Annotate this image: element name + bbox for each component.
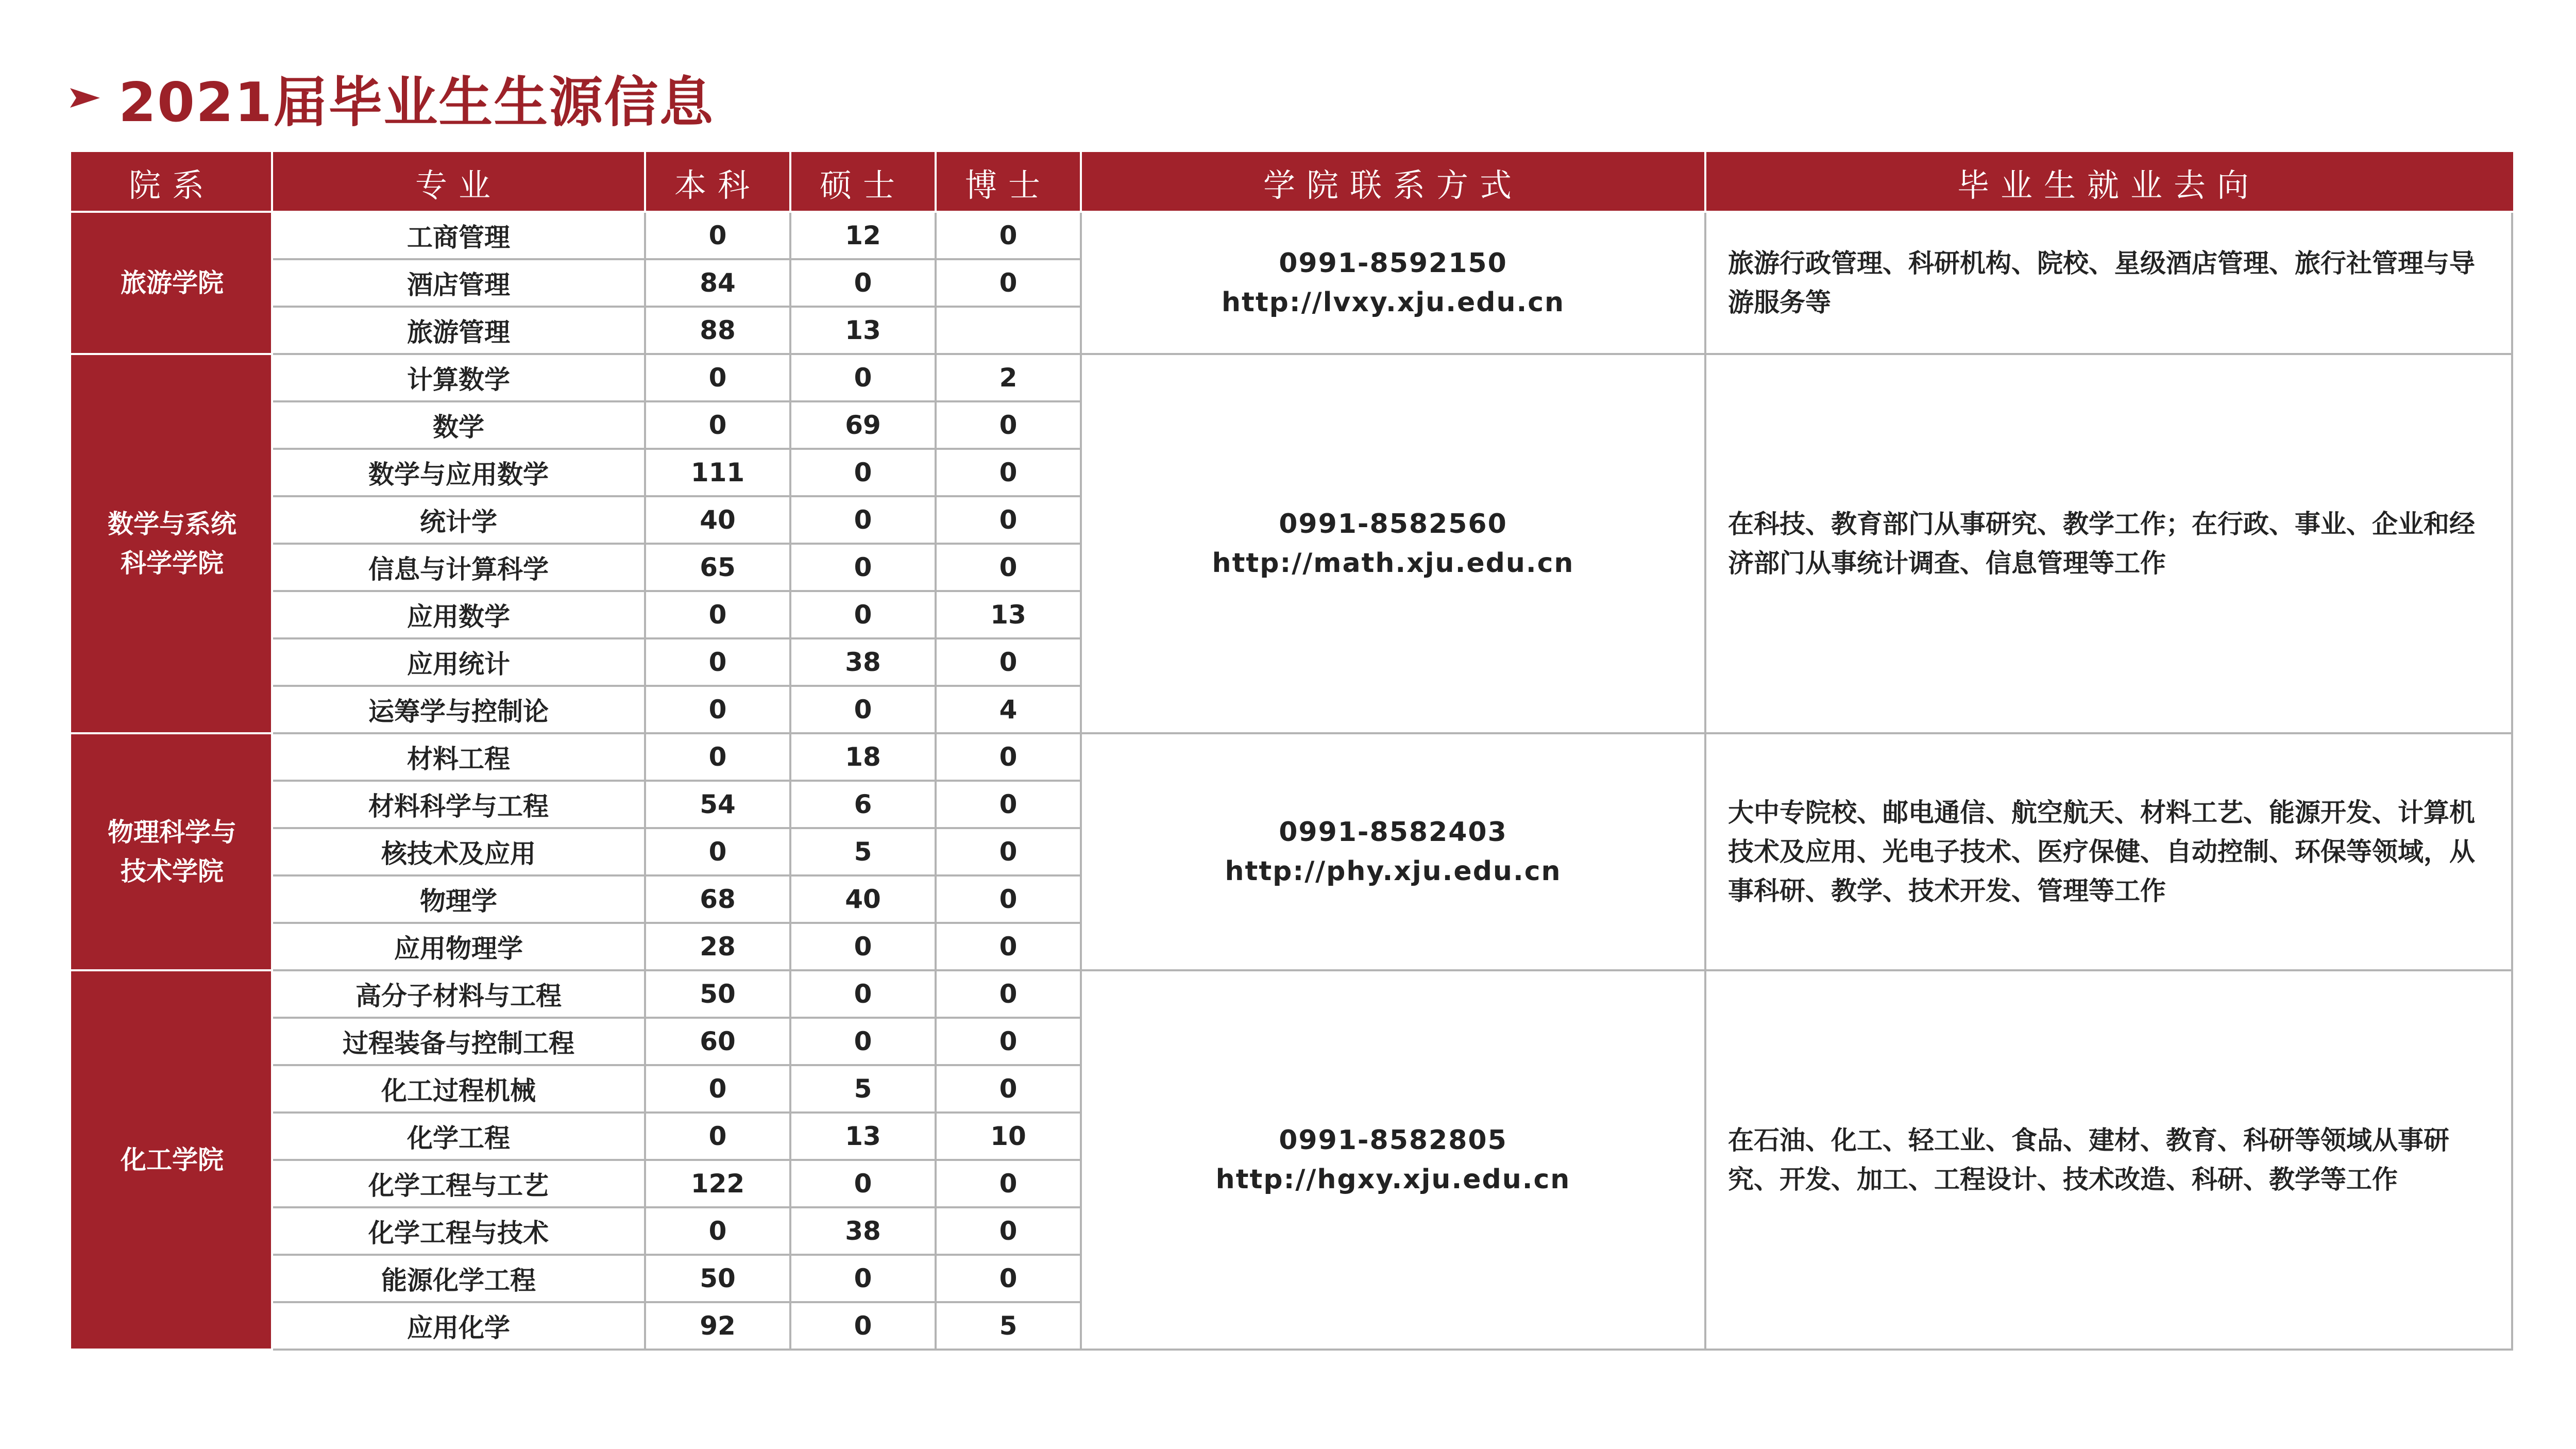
major-name: 应用统计 [272,638,645,686]
header-doctor: 博士 [936,153,1081,212]
doctor-count: 0 [936,259,1081,307]
major-name: 能源化学工程 [272,1255,645,1302]
doctor-count: 0 [936,1255,1081,1302]
major-name: 过程装备与控制工程 [272,1018,645,1065]
bachelor-count: 111 [645,449,790,496]
doctor-count: 0 [936,875,1081,923]
bachelor-count: 88 [645,307,790,354]
bachelor-count: 50 [645,970,790,1018]
header-contact: 学院联系方式 [1081,153,1705,212]
college-name: 物理科学与 技术学院 [72,733,272,970]
triangle-arrow-icon [67,80,103,116]
doctor-count: 0 [936,1018,1081,1065]
career-direction: 在石油、化工、轻工业、食品、建材、教育、科研等领域从事研究、开发、加工、工程设计、技术改造、科研、教学等工作 [1705,970,2512,1350]
contact-phone: 0991-8582560 [1279,509,1507,540]
doctor-count: 0 [936,401,1081,449]
major-name: 酒店管理 [272,259,645,307]
major-name: 化学工程与工艺 [272,1160,645,1207]
master-count: 12 [790,212,936,259]
doctor-count: 0 [936,1207,1081,1255]
major-name: 计算数学 [272,354,645,401]
major-name: 工商管理 [272,212,645,259]
major-name: 化学工程 [272,1113,645,1160]
master-count: 40 [790,875,936,923]
master-count: 0 [790,449,936,496]
bachelor-count: 92 [645,1302,790,1350]
bachelor-count: 0 [645,1207,790,1255]
contact-url[interactable]: http://hgxy.xju.edu.cn [1215,1164,1571,1195]
major-name: 旅游管理 [272,307,645,354]
major-name: 化学工程与技术 [272,1207,645,1255]
bachelor-count: 54 [645,781,790,828]
college-name: 旅游学院 [72,212,272,354]
doctor-count: 0 [936,496,1081,544]
master-count: 0 [790,1255,936,1302]
master-count: 13 [790,307,936,354]
doctor-count: 13 [936,591,1081,638]
master-count: 0 [790,686,936,733]
header-bachelor: 本科 [645,153,790,212]
doctor-count: 0 [936,1065,1081,1113]
major-name: 物理学 [272,875,645,923]
bachelor-count: 0 [645,354,790,401]
table-row [72,733,2512,781]
graduate-source-table [71,152,2513,1351]
bachelor-count: 0 [645,638,790,686]
bachelor-count: 40 [645,496,790,544]
doctor-count [936,307,1081,354]
table-header-row [72,153,2512,212]
header-major: 专业 [272,153,645,212]
master-count: 5 [790,828,936,875]
master-count: 6 [790,781,936,828]
master-count: 38 [790,1207,936,1255]
contact-url[interactable]: http://lvxy.xju.edu.cn [1221,287,1565,318]
bachelor-count: 84 [645,259,790,307]
header-career: 毕业生就业去向 [1705,153,2512,212]
doctor-count: 0 [936,638,1081,686]
bachelor-count: 28 [645,923,790,970]
major-name: 信息与计算科学 [272,544,645,591]
master-count: 5 [790,1065,936,1113]
master-count: 38 [790,638,936,686]
doctor-count: 10 [936,1113,1081,1160]
table-row [72,970,2512,1018]
doctor-count: 4 [936,686,1081,733]
major-name: 材料工程 [272,733,645,781]
bachelor-count: 0 [645,686,790,733]
master-count: 0 [790,923,936,970]
major-name: 数学 [272,401,645,449]
doctor-count: 0 [936,733,1081,781]
doctor-count: 0 [936,544,1081,591]
doctor-count: 0 [936,212,1081,259]
major-name: 应用数学 [272,591,645,638]
bachelor-count: 0 [645,733,790,781]
major-name: 核技术及应用 [272,828,645,875]
contact-url[interactable]: http://math.xju.edu.cn [1212,548,1574,579]
bachelor-count: 0 [645,212,790,259]
master-count: 0 [790,1302,936,1350]
major-name: 数学与应用数学 [272,449,645,496]
contact-phone: 0991-8582403 [1279,817,1507,848]
bachelor-count: 0 [645,401,790,449]
bachelor-count: 68 [645,875,790,923]
college-contact [1081,212,1705,354]
bachelor-count: 50 [645,1255,790,1302]
college-name: 数学与系统 科学学院 [72,354,272,733]
bachelor-count: 122 [645,1160,790,1207]
master-count: 0 [790,259,936,307]
table-row [72,212,2512,259]
contact-url[interactable]: http://phy.xju.edu.cn [1225,856,1562,887]
career-direction: 旅游行政管理、科研机构、院校、星级酒店管理、旅行社管理与导游服务等 [1705,212,2512,354]
college-contact [1081,970,1705,1350]
major-name: 应用化学 [272,1302,645,1350]
bachelor-count: 0 [645,828,790,875]
bachelor-count: 60 [645,1018,790,1065]
bachelor-count: 0 [645,591,790,638]
master-count: 0 [790,591,936,638]
master-count: 0 [790,1018,936,1065]
doctor-count: 0 [936,970,1081,1018]
major-name: 高分子材料与工程 [272,970,645,1018]
college-contact [1081,733,1705,970]
bachelor-count: 0 [645,1065,790,1113]
header-college: 院系 [72,153,272,212]
table-row [72,354,2512,401]
doctor-count: 0 [936,781,1081,828]
major-name: 统计学 [272,496,645,544]
bachelor-count: 0 [645,1113,790,1160]
master-count: 13 [790,1113,936,1160]
master-count: 0 [790,496,936,544]
major-name: 材料科学与工程 [272,781,645,828]
career-direction: 在科技、教育部门从事研究、教学工作；在行政、事业、企业和经济部门从事统计调查、信息管理等工作 [1705,354,2512,733]
career-direction: 大中专院校、邮电通信、航空航天、材料工艺、能源开发、计算机技术及应用、光电子技术、医疗保健、自动控制、环保等领域，从事科研、教学、技术开发、管理等工作 [1705,733,2512,970]
doctor-count: 2 [936,354,1081,401]
contact-phone: 0991-8582805 [1279,1125,1507,1156]
doctor-count: 0 [936,923,1081,970]
master-count: 0 [790,544,936,591]
doctor-count: 0 [936,449,1081,496]
master-count: 0 [790,1160,936,1207]
page-title: 2021届毕业生生源信息 [118,71,715,134]
master-count: 18 [790,733,936,781]
master-count: 0 [790,970,936,1018]
master-count: 69 [790,401,936,449]
doctor-count: 0 [936,828,1081,875]
doctor-count: 5 [936,1302,1081,1350]
bachelor-count: 65 [645,544,790,591]
major-name: 应用物理学 [272,923,645,970]
major-name: 运筹学与控制论 [272,686,645,733]
contact-phone: 0991-8592150 [1279,248,1507,279]
header-master: 硕士 [790,153,936,212]
college-name: 化工学院 [72,970,272,1350]
doctor-count: 0 [936,1160,1081,1207]
page-header [67,52,714,144]
master-count: 0 [790,354,936,401]
college-contact [1081,354,1705,733]
major-name: 化工过程机械 [272,1065,645,1113]
